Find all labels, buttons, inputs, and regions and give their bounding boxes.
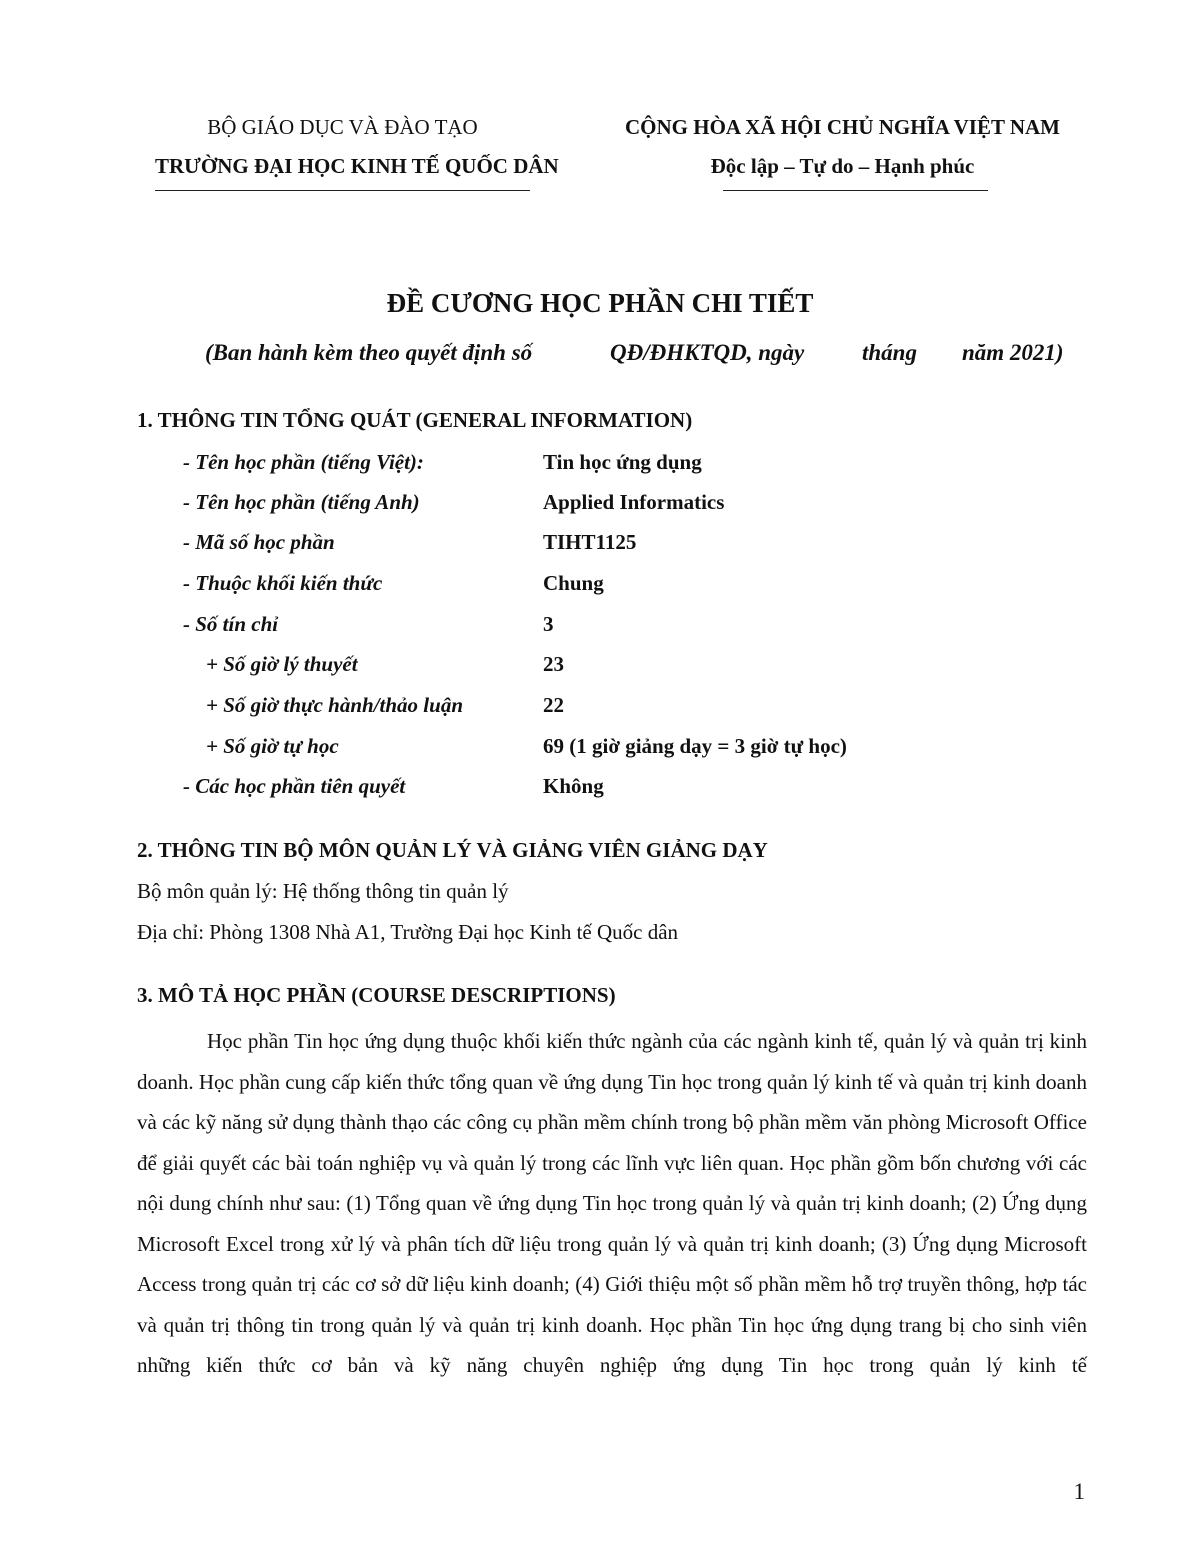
republic-name: CỘNG HÒA XÃ HỘI CHỦ NGHĨA VIỆT NAM (624, 115, 1061, 139)
subtitle-part-3: tháng (862, 340, 917, 365)
info-label: - Mã số học phần (183, 530, 335, 554)
info-value: 3 (543, 612, 554, 636)
info-label: + Số giờ thực hành/thảo luận (206, 693, 463, 717)
info-value: 22 (543, 693, 564, 717)
department-address: Địa chỉ: Phòng 1308 Nhà A1, Trường Đại học Kinh tế Quốc dân (137, 920, 679, 944)
section-1-heading: 1. THÔNG TIN TỔNG QUÁT (GENERAL INFORMATION) (137, 408, 693, 432)
info-value: Tin học ứng dụng (543, 450, 702, 474)
info-label: - Số tín chỉ (183, 612, 279, 636)
info-value: 69 (1 giờ giảng dạy = 3 giờ tự học) (543, 734, 847, 758)
right-header-rule (723, 190, 988, 191)
info-label: - Thuộc khối kiến thức (183, 571, 383, 595)
course-description-text: Học phần Tin học ứng dụng thuộc khối kiến thức ngành của các ngành kinh tế, quản lý và quản trị kinh doanh. Học phần cung cấp kiến thức tổng quan về ứng dụng Tin học trong quản lý kinh tế và quản trị kinh doanh và các kỹ năng sử dụng thành thạo các công cụ phần mềm chính trong bộ phần mềm văn phòng Microsoft Office để giải quyết các bài toán nghiệp vụ và quản lý trong các lĩnh vực liên quan. Học phần gồm bốn chương với các nội dung chính như sau: (1) Tổng quan về ứng dụng Tin học trong quản lý và quản trị kinh doanh; (2) Ứng dụng Microsoft Excel trong xử lý và phân tích dữ liệu trong quản lý và quản trị kinh doanh; (3) Ứng dụng Microsoft Access trong quản trị các cơ sở dữ liệu kinh doanh; (4) Giới thiệu một số phần mềm hỗ trợ truyền thông, hợp tác và quản trị thông tin trong quản lý và quản trị kinh doanh. Học phần Tin học ứng dụng trang bị cho sinh viên những kiến thức cơ bản và kỹ năng chuyên nghiệp ứng dụng Tin học trong quản lý kinh tế (137, 1029, 1087, 1377)
info-value: 23 (543, 652, 564, 676)
section-3-heading: 3. MÔ TẢ HỌC PHẦN (COURSE DESCRIPTIONS) (137, 983, 616, 1007)
course-description (137, 1021, 1087, 1386)
info-label: + Số giờ tự học (206, 734, 339, 758)
left-header-rule (155, 190, 530, 191)
national-motto: Độc lập – Tự do – Hạnh phúc (710, 154, 975, 178)
info-label: - Tên học phần (tiếng Anh) (183, 490, 420, 514)
info-label: + Số giờ lý thuyết (206, 652, 358, 676)
section-2-heading: 2. THÔNG TIN BỘ MÔN QUẢN LÝ VÀ GIẢNG VIÊN GIẢNG DẠY (137, 838, 768, 862)
ministry-name: BỘ GIÁO DỤC VÀ ĐÀO TẠO (207, 115, 478, 139)
document-title: ĐỀ CƯƠNG HỌC PHẦN CHI TIẾT (386, 288, 814, 318)
info-label: - Tên học phần (tiếng Việt): (183, 450, 424, 474)
subtitle-part-4: năm 2021) (962, 340, 1064, 365)
subtitle-part-2: QĐ/ĐHKTQD, ngày (610, 340, 805, 365)
info-value: Không (543, 774, 604, 798)
subtitle-part-1: (Ban hành kèm theo quyết định số (205, 340, 533, 365)
page-number: 1 (1073, 1479, 1085, 1504)
info-value: Chung (543, 571, 604, 595)
info-value: TIHT1125 (543, 530, 637, 554)
university-name: TRƯỜNG ĐẠI HỌC KINH TẾ QUỐC DÂN (155, 154, 559, 178)
info-label: - Các học phần tiên quyết (183, 774, 406, 798)
managing-department: Bộ môn quản lý: Hệ thống thông tin quản lý (137, 879, 509, 903)
info-value: Applied Informatics (543, 490, 725, 514)
